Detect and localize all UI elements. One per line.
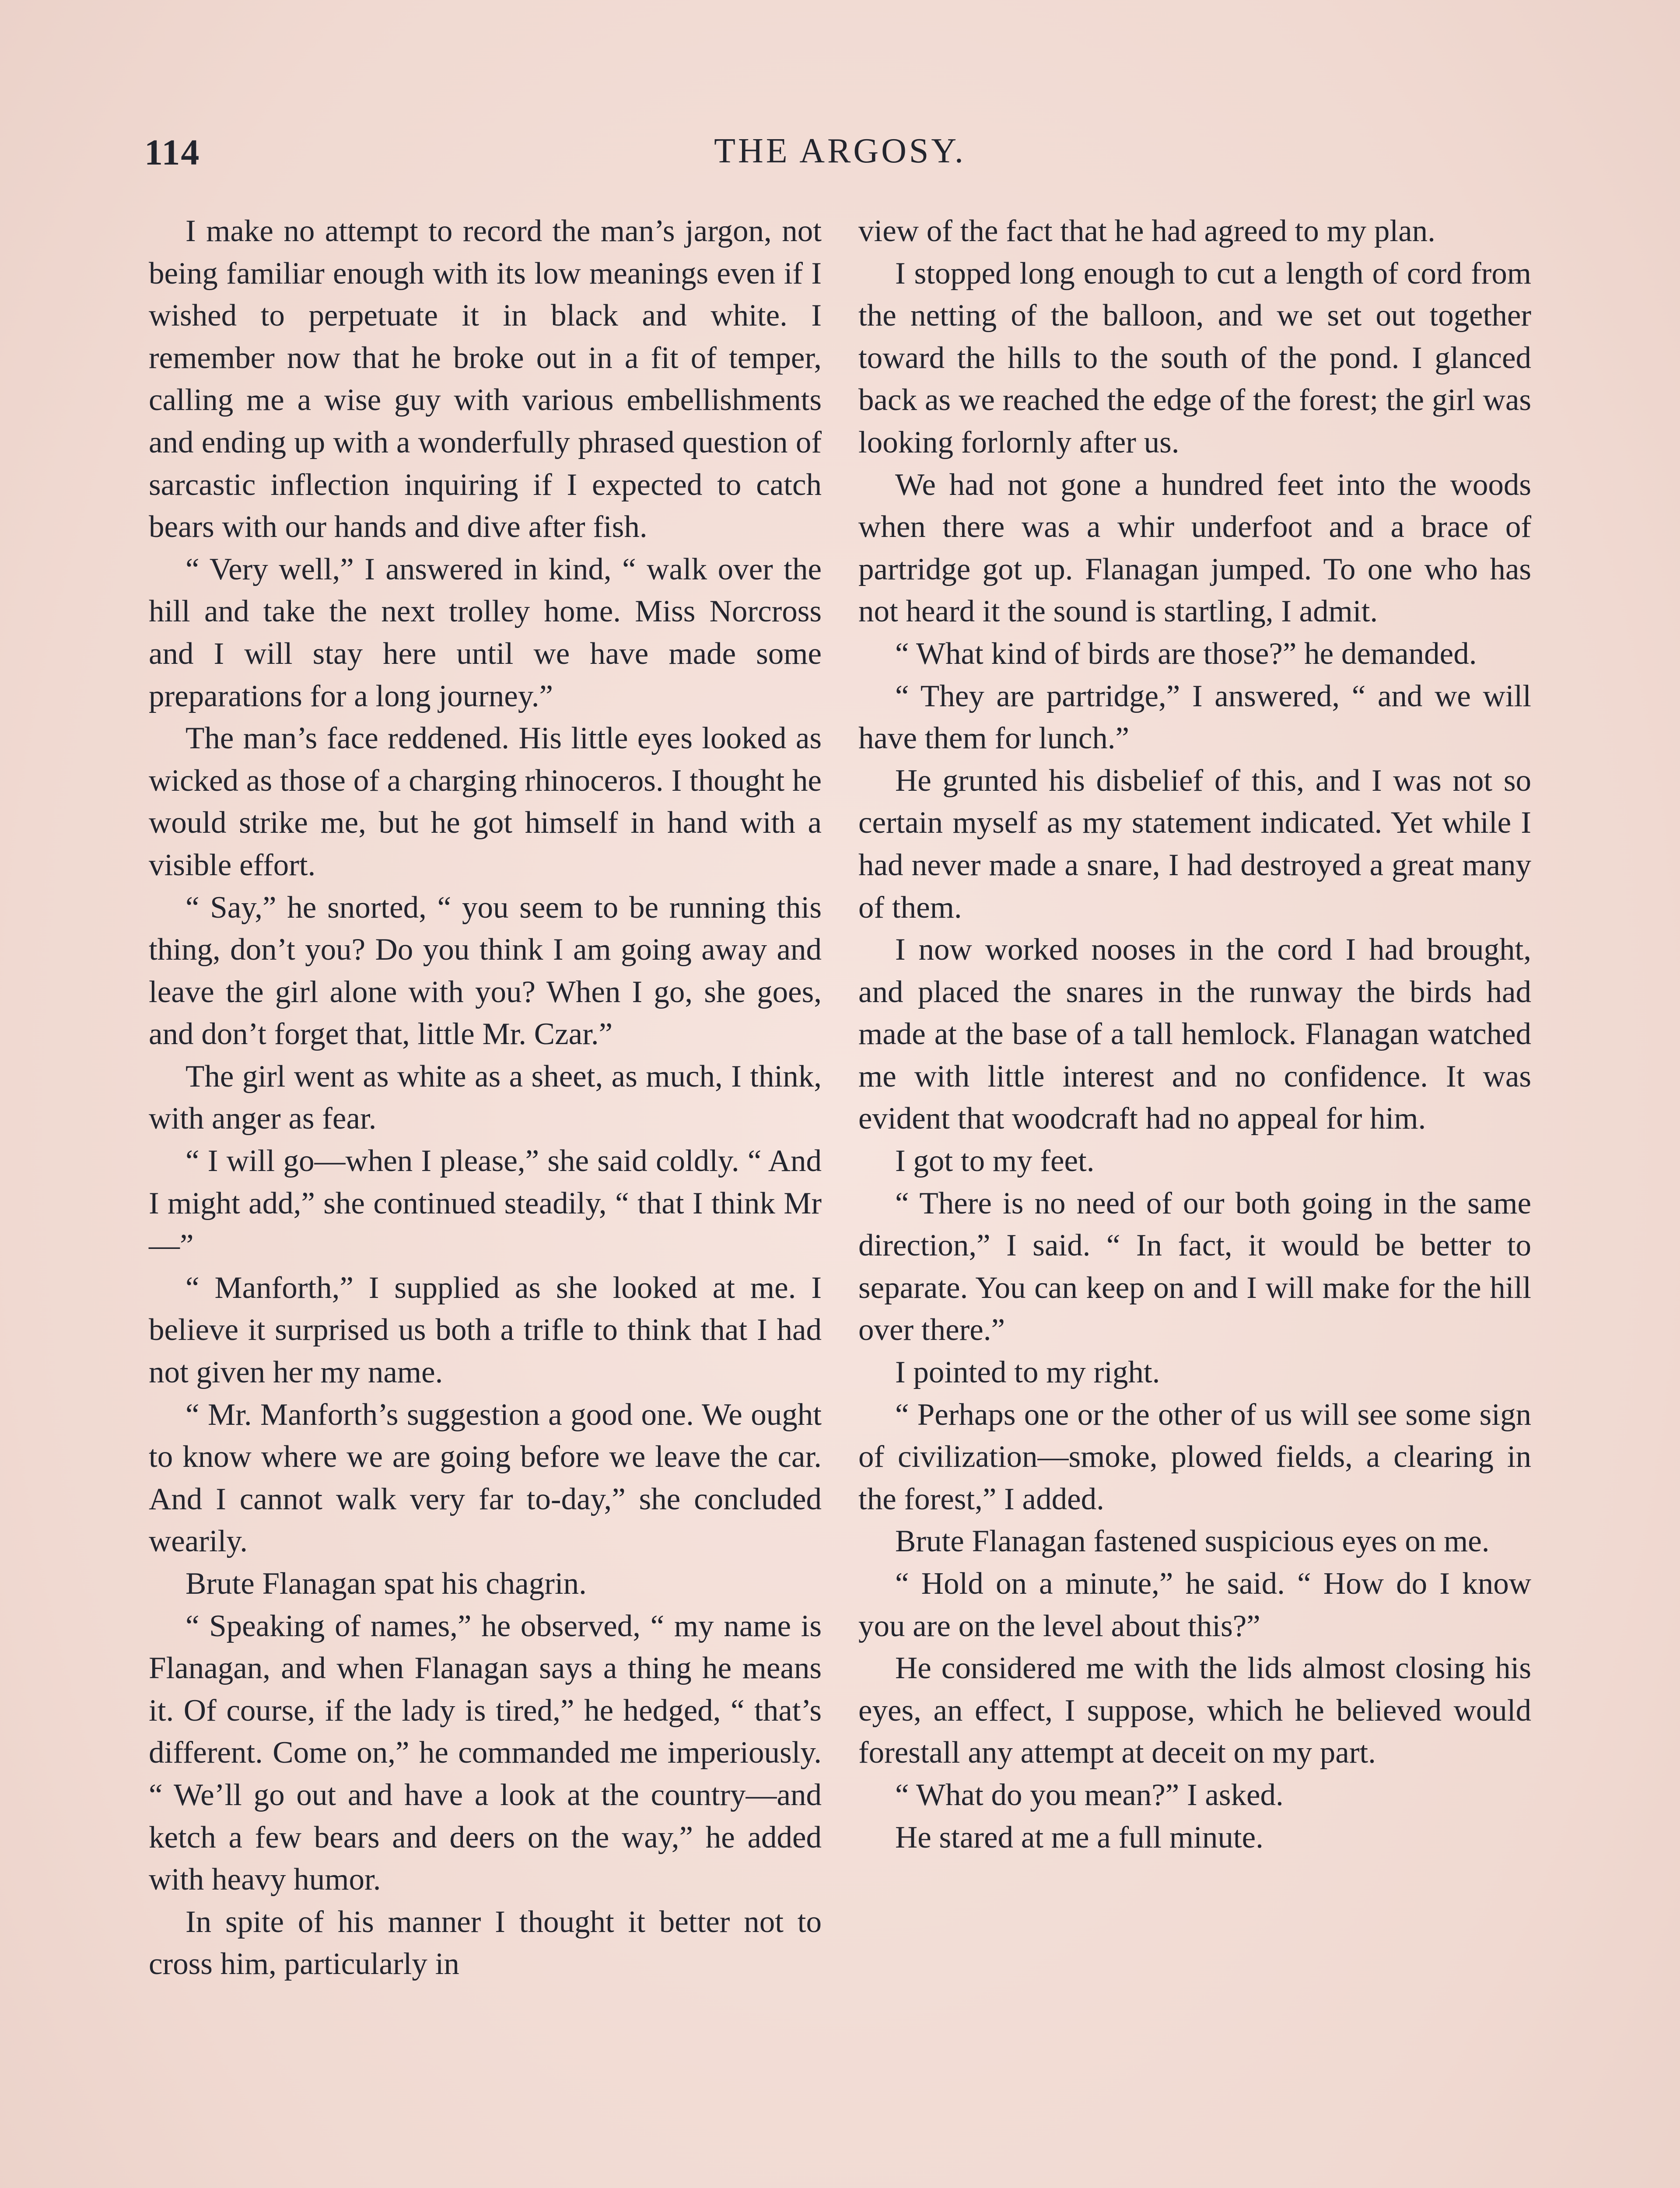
running-head: THE ARGOSY. <box>714 132 966 170</box>
paragraph: I now worked nooses in the cord I had brought, and placed the snares in the runway the birds had made at the base of a tall hemlock. Flanagan watched me with little interest and no confidence. It was evident that woodcraft had no appeal for him. <box>858 933 1531 1136</box>
paragraph: Brute Flanagan spat his chagrin. <box>186 1567 587 1601</box>
paragraph: In spite of his manner I thought it better not to cross him, particularly in <box>149 1904 822 1981</box>
paragraph: I got to my feet. <box>895 1144 1095 1178</box>
paragraph: “ Speaking of names,” he observed, “ my name is Flanagan, and when Flanagan says a thing he means it. Of course, if the lady is tired,” he hedged, “ that’s different. Come on,” he commanded me imperiously. “ We’ll go out and have a look at the country—and ketch a few bears and deers on the way,” he added with heavy humor. <box>149 1609 822 1897</box>
paragraph: “ What kind of birds are those?” he demanded. <box>895 636 1477 671</box>
paragraph: He stared at me a full minute. <box>895 1820 1264 1855</box>
paragraph: “ They are partridge,” I answered, “ and we will have them for lunch.” <box>858 679 1531 756</box>
left-column <box>149 210 822 1985</box>
paragraph: We had not gone a hundred feet into the woods when there was a whir underfoot and a brace of partridge got up. Flanagan jumped. To one who has not heard it the sound is startling, I admit. <box>858 467 1531 629</box>
paragraph: I stopped long enough to cut a length of cord from the netting of the balloon, and we set out together toward the hills to the south of the pond. I glanced back as we reached the edge of the forest; the girl was looking forlornly after us. <box>858 256 1531 459</box>
paragraph: “ Perhaps one or the other of us will see some sign of civilization—smoke, plowed fields, a clearing in the forest,” I added. <box>858 1397 1531 1516</box>
paragraph: “ Manforth,” I supplied as she looked at me. I believe it surprised us both a trifle to think that I had not given her my name. <box>149 1270 822 1390</box>
paragraph: “ Hold on a minute,” he said. “ How do I know you are on the level about this?” <box>858 1567 1531 1643</box>
paragraph: The man’s face reddened. His little eyes looked as wicked as those of a charging rhinoceros. I thought he would strike me, but he got himself in hand with a visible effort. <box>149 721 822 882</box>
paragraph: “ I will go—when I please,” she said coldly. “ And I might add,” she continued steadily, “ that I think Mr—” <box>149 1144 822 1263</box>
paragraph: Brute Flanagan fastened suspicious eyes on me. <box>895 1524 1490 1559</box>
paragraph-continuation: view of the fact that he had agreed to my plan. <box>858 214 1435 248</box>
paragraph: “ What do you mean?” I asked. <box>895 1778 1284 1812</box>
paragraph: He considered me with the lids almost closing his eyes, an effect, I suppose, which he believed would forestall any attempt at deceit on my part. <box>858 1651 1531 1770</box>
paragraph: “ There is no need of our both going in the same direction,” I said. “ In fact, it would be better to separate. You can keep on and I will make for the hill over there.” <box>858 1186 1531 1347</box>
right-column <box>858 210 1531 1858</box>
paragraph: “ Very well,” I answered in kind, “ walk over the hill and take the next trolley home. Miss Norcross and I will stay here until we have made some preparations for a long journey.” <box>149 552 822 713</box>
page-number: 114 <box>144 132 200 173</box>
page-header <box>144 131 1536 184</box>
paragraph: The girl went as white as a sheet, as much, I think, with anger as fear. <box>149 1059 822 1136</box>
paragraph: He grunted his disbelief of this, and I was not so certain myself as my statement indicated. Yet while I had never made a snare, I had destroyed a great many of them. <box>858 763 1531 925</box>
paragraph: I make no attempt to record the man’s jargon, not being familiar enough with its low meanings even if I wished to perpetuate it in black and white. I remember now that he broke out in a fit of temper, calling me a wise guy with various embellishments and ending up with a wonderfully phrased question of sarcastic inflection inquiring if I expected to catch bears with our hands and dive after fish. <box>149 214 822 544</box>
paragraph: “ Say,” he snorted, “ you seem to be running this thing, don’t you? Do you think I am going away and leave the girl alone with you? When I go, she goes, and don’t forget that, little Mr. Czar.” <box>149 890 822 1052</box>
paragraph: I pointed to my right. <box>895 1355 1160 1390</box>
paragraph: “ Mr. Manforth’s suggestion a good one. We ought to know where we are going before we leave the car. And I cannot walk very far to-day,” she concluded wearily. <box>149 1397 822 1559</box>
